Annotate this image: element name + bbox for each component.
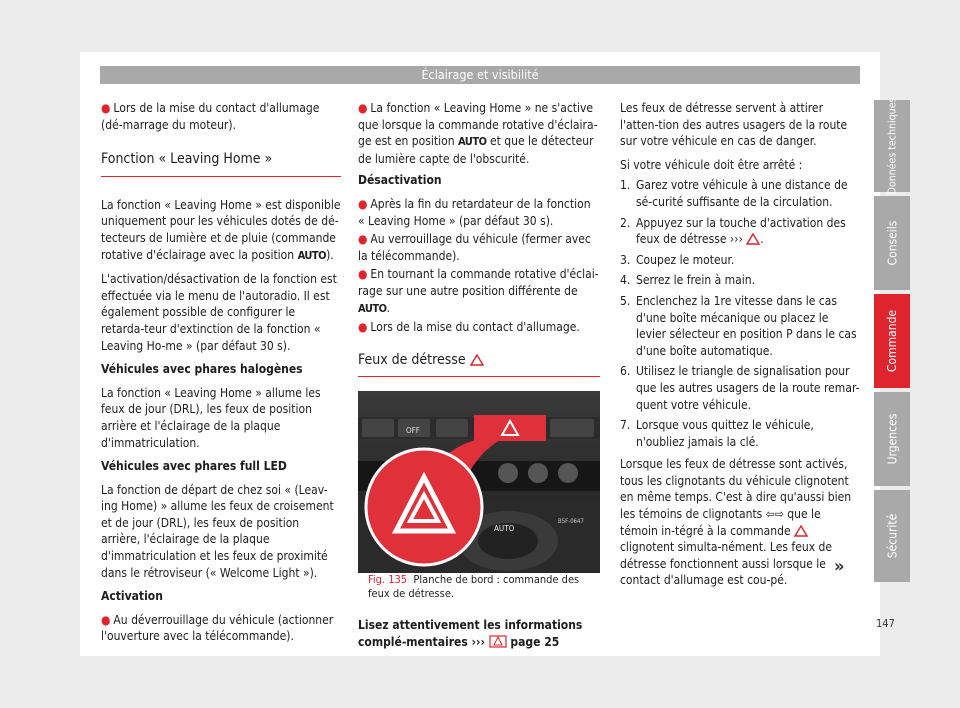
bullet-item <box>101 100 341 133</box>
turn-signal-right-icon: ⇨ <box>774 507 784 522</box>
column-3 <box>620 100 860 596</box>
warning-triangle-icon <box>794 525 808 537</box>
bullet-item <box>358 319 600 336</box>
para-text: ). <box>326 247 334 262</box>
bullet-item <box>358 231 600 264</box>
tab-commande[interactable] <box>874 294 910 388</box>
bullet-dot: ● <box>358 196 368 211</box>
bullet-dot: ● <box>358 267 368 282</box>
step-text: Enclenchez la 1re vitesse dans le cas d'une boîte mécanique ou placez le levier sélecteur en position P dans le cas d'une boîte automatique. <box>636 293 857 358</box>
bullet-text: Au verrouillage du véhicule (fermer avec la télécommande). <box>358 232 591 263</box>
bullet-item <box>358 100 600 167</box>
figure-hazard-switch <box>358 391 600 573</box>
auto-badge: AUTO <box>358 301 387 315</box>
warning-triangle-icon <box>746 233 760 245</box>
step-text: Utilisez le triangle de signalisation pour que les autres usagers de la route remar-quent votre véhicule. <box>636 364 860 412</box>
caption-text: Planche de bord : commande des feux de détresse. <box>368 573 580 601</box>
figure-label: Fig. 135 <box>368 573 408 587</box>
page-reference-link[interactable]: page 25 <box>510 634 560 649</box>
bullet-text: En tournant la commande rotative d'éclai-rage sur une autre position différente de <box>358 267 599 298</box>
subheading: Activation <box>101 589 163 604</box>
subheading: Véhicules avec phares full LED <box>101 459 287 474</box>
page-header-title: Éclairage et visibilité <box>100 66 860 84</box>
bullet-dot: ● <box>358 101 368 115</box>
step-number: 3. <box>620 252 631 267</box>
list-item <box>620 252 860 269</box>
bullet-text: . <box>386 300 390 315</box>
bullet-item <box>101 612 341 645</box>
paragraph: L'activation/désactivation de la fonction est effectuée via le menu de l'autoradio. Il est également possible de configurer le retarda-teur d'extinction de la fonction « Leaving Ho-me » (par défaut 30 s). <box>101 272 337 353</box>
bullet-text: Après la fin du retardateur de la fonction « Leaving Home » (par défaut 30 s). <box>358 196 591 228</box>
bullet-dot: ● <box>358 320 368 335</box>
figure-caption <box>368 573 600 601</box>
tab-label: Conseils <box>885 220 900 266</box>
tab-label: Commande <box>885 309 900 373</box>
column-2 <box>358 100 600 658</box>
bullet-dot: ● <box>101 101 111 115</box>
list-item <box>620 417 860 450</box>
subheading: Désactivation <box>358 173 442 188</box>
step-text: Garez votre véhicule à une distance de sé-curité suffisante de la circulation. <box>636 178 848 209</box>
step-text: Appuyez sur la touche d'activation des feux de détresse ››› <box>636 215 846 247</box>
bullet-text: La fonction « Leaving Home » ne s'active que lorsque la commande rotative d'éclaira-ge est en position <box>358 101 598 149</box>
paragraph: Si votre véhicule doit être arrêté : <box>620 157 803 172</box>
paragraph: Les feux de détresse servent à attirer l'atten-tion des autres usagers de la route sur votre véhicule en cas de danger. <box>620 101 848 149</box>
steps-list <box>620 177 860 450</box>
turn-signal-left-icon: ⇦ <box>765 507 775 522</box>
book-warning-icon <box>489 634 507 648</box>
step-number: 5. <box>620 293 631 308</box>
tab-donnees-techniques[interactable] <box>874 97 910 195</box>
tab-urgences[interactable] <box>874 392 910 486</box>
step-text: Serrez le frein à main. <box>636 273 756 288</box>
bullet-text: Lors de la mise du contact d'allumage (dé-marrage du moteur). <box>101 101 320 132</box>
tab-label: Sécurité <box>885 513 899 559</box>
list-item <box>620 272 860 289</box>
step-number: 2. <box>620 215 631 230</box>
continued-marker: » <box>834 556 845 577</box>
bullet-item <box>358 196 600 229</box>
para-text: La fonction « Leaving Home » est disponible uniquement pour les véhicules dotés de dé-tecteurs de lumière et de pluie (commande rotative d'éclairage avec la position <box>101 197 341 262</box>
bullet-item <box>358 266 600 317</box>
bullet-dot: ● <box>358 232 368 247</box>
step-text: Coupez le moteur. <box>636 252 735 267</box>
step-number: 4. <box>620 273 631 288</box>
bullet-dot: ● <box>101 612 111 627</box>
para-text: Lorsque les feux de détresse sont activés, tous les clignotants du véhicule clignotent en même temps. C'est à dire qu'aussi bien les témoins de clignotants <box>620 457 852 522</box>
section-title-leaving-home <box>101 151 341 177</box>
para-text: que le témoin in-tégré à la commande <box>620 507 821 538</box>
step-text: Lorsque vous quittez le véhicule, n'oubliez jamais la clé. <box>636 418 814 449</box>
column-1 <box>101 100 341 652</box>
bullet-text: Au déverrouillage du véhicule (actionner l'ouverture avec la télécommande). <box>101 612 334 644</box>
paragraph: La fonction de départ de chez soi « (Leav-ing Home) » allume les feux de croisement et de jour (DRL), les feux de position arrière, l'éclairage de la plaque d'immatriculation et les feux de proximité dans le rétroviseur (« Welcome Light »). <box>101 482 334 580</box>
page-number: 147 <box>876 617 895 630</box>
section-title-hazard <box>358 352 600 378</box>
subheading: Véhicules avec phares halogènes <box>101 362 303 377</box>
paragraph <box>101 197 341 264</box>
auto-badge: AUTO <box>297 248 327 262</box>
section-title-text: Fonction « Leaving Home » <box>101 151 273 168</box>
tab-label: Urgences <box>885 413 899 465</box>
read-more-text: Lisez attentivement les informations complé-mentaires <box>358 618 583 649</box>
step-number: 1. <box>620 178 631 193</box>
tab-securite[interactable] <box>874 490 910 582</box>
paragraph <box>620 456 860 589</box>
list-item <box>620 177 860 210</box>
tab-label: Données techniques <box>886 97 898 195</box>
bullet-text: Lors de la mise du contact d'allumage. <box>370 320 580 335</box>
fig-off-label: OFF <box>406 426 420 436</box>
tab-conseils[interactable] <box>874 196 910 290</box>
warning-triangle-icon <box>470 354 484 366</box>
step-number: 7. <box>620 418 631 433</box>
list-item <box>620 363 860 413</box>
bullet-text: et que le détecteur de lumière capte de l'obscurité. <box>358 134 594 166</box>
read-more-arrows: ››› <box>471 634 485 649</box>
para-text: clignotent simulta-nément. Les feux de détresse fonctionnent aussi lorsque le contact d'allumage est cou-pé. <box>620 540 833 588</box>
section-title-text: Feux de détresse <box>358 351 466 368</box>
fig-code-label: B5F-0647 <box>558 518 584 526</box>
fig-auto-label: AUTO <box>494 524 515 534</box>
step-number: 6. <box>620 364 631 379</box>
paragraph: La fonction « Leaving Home » allume les feux de jour (DRL), les feux de position arrière et l'éclairage de la plaque d'immatriculation. <box>101 385 321 450</box>
dashboard-photo <box>358 391 600 573</box>
read-more-note <box>358 617 600 650</box>
list-item: 2. Appuyez sur la touche d'activation des feux de détresse ››› . <box>620 215 846 247</box>
auto-badge: AUTO <box>457 135 487 149</box>
list-item <box>620 293 860 359</box>
